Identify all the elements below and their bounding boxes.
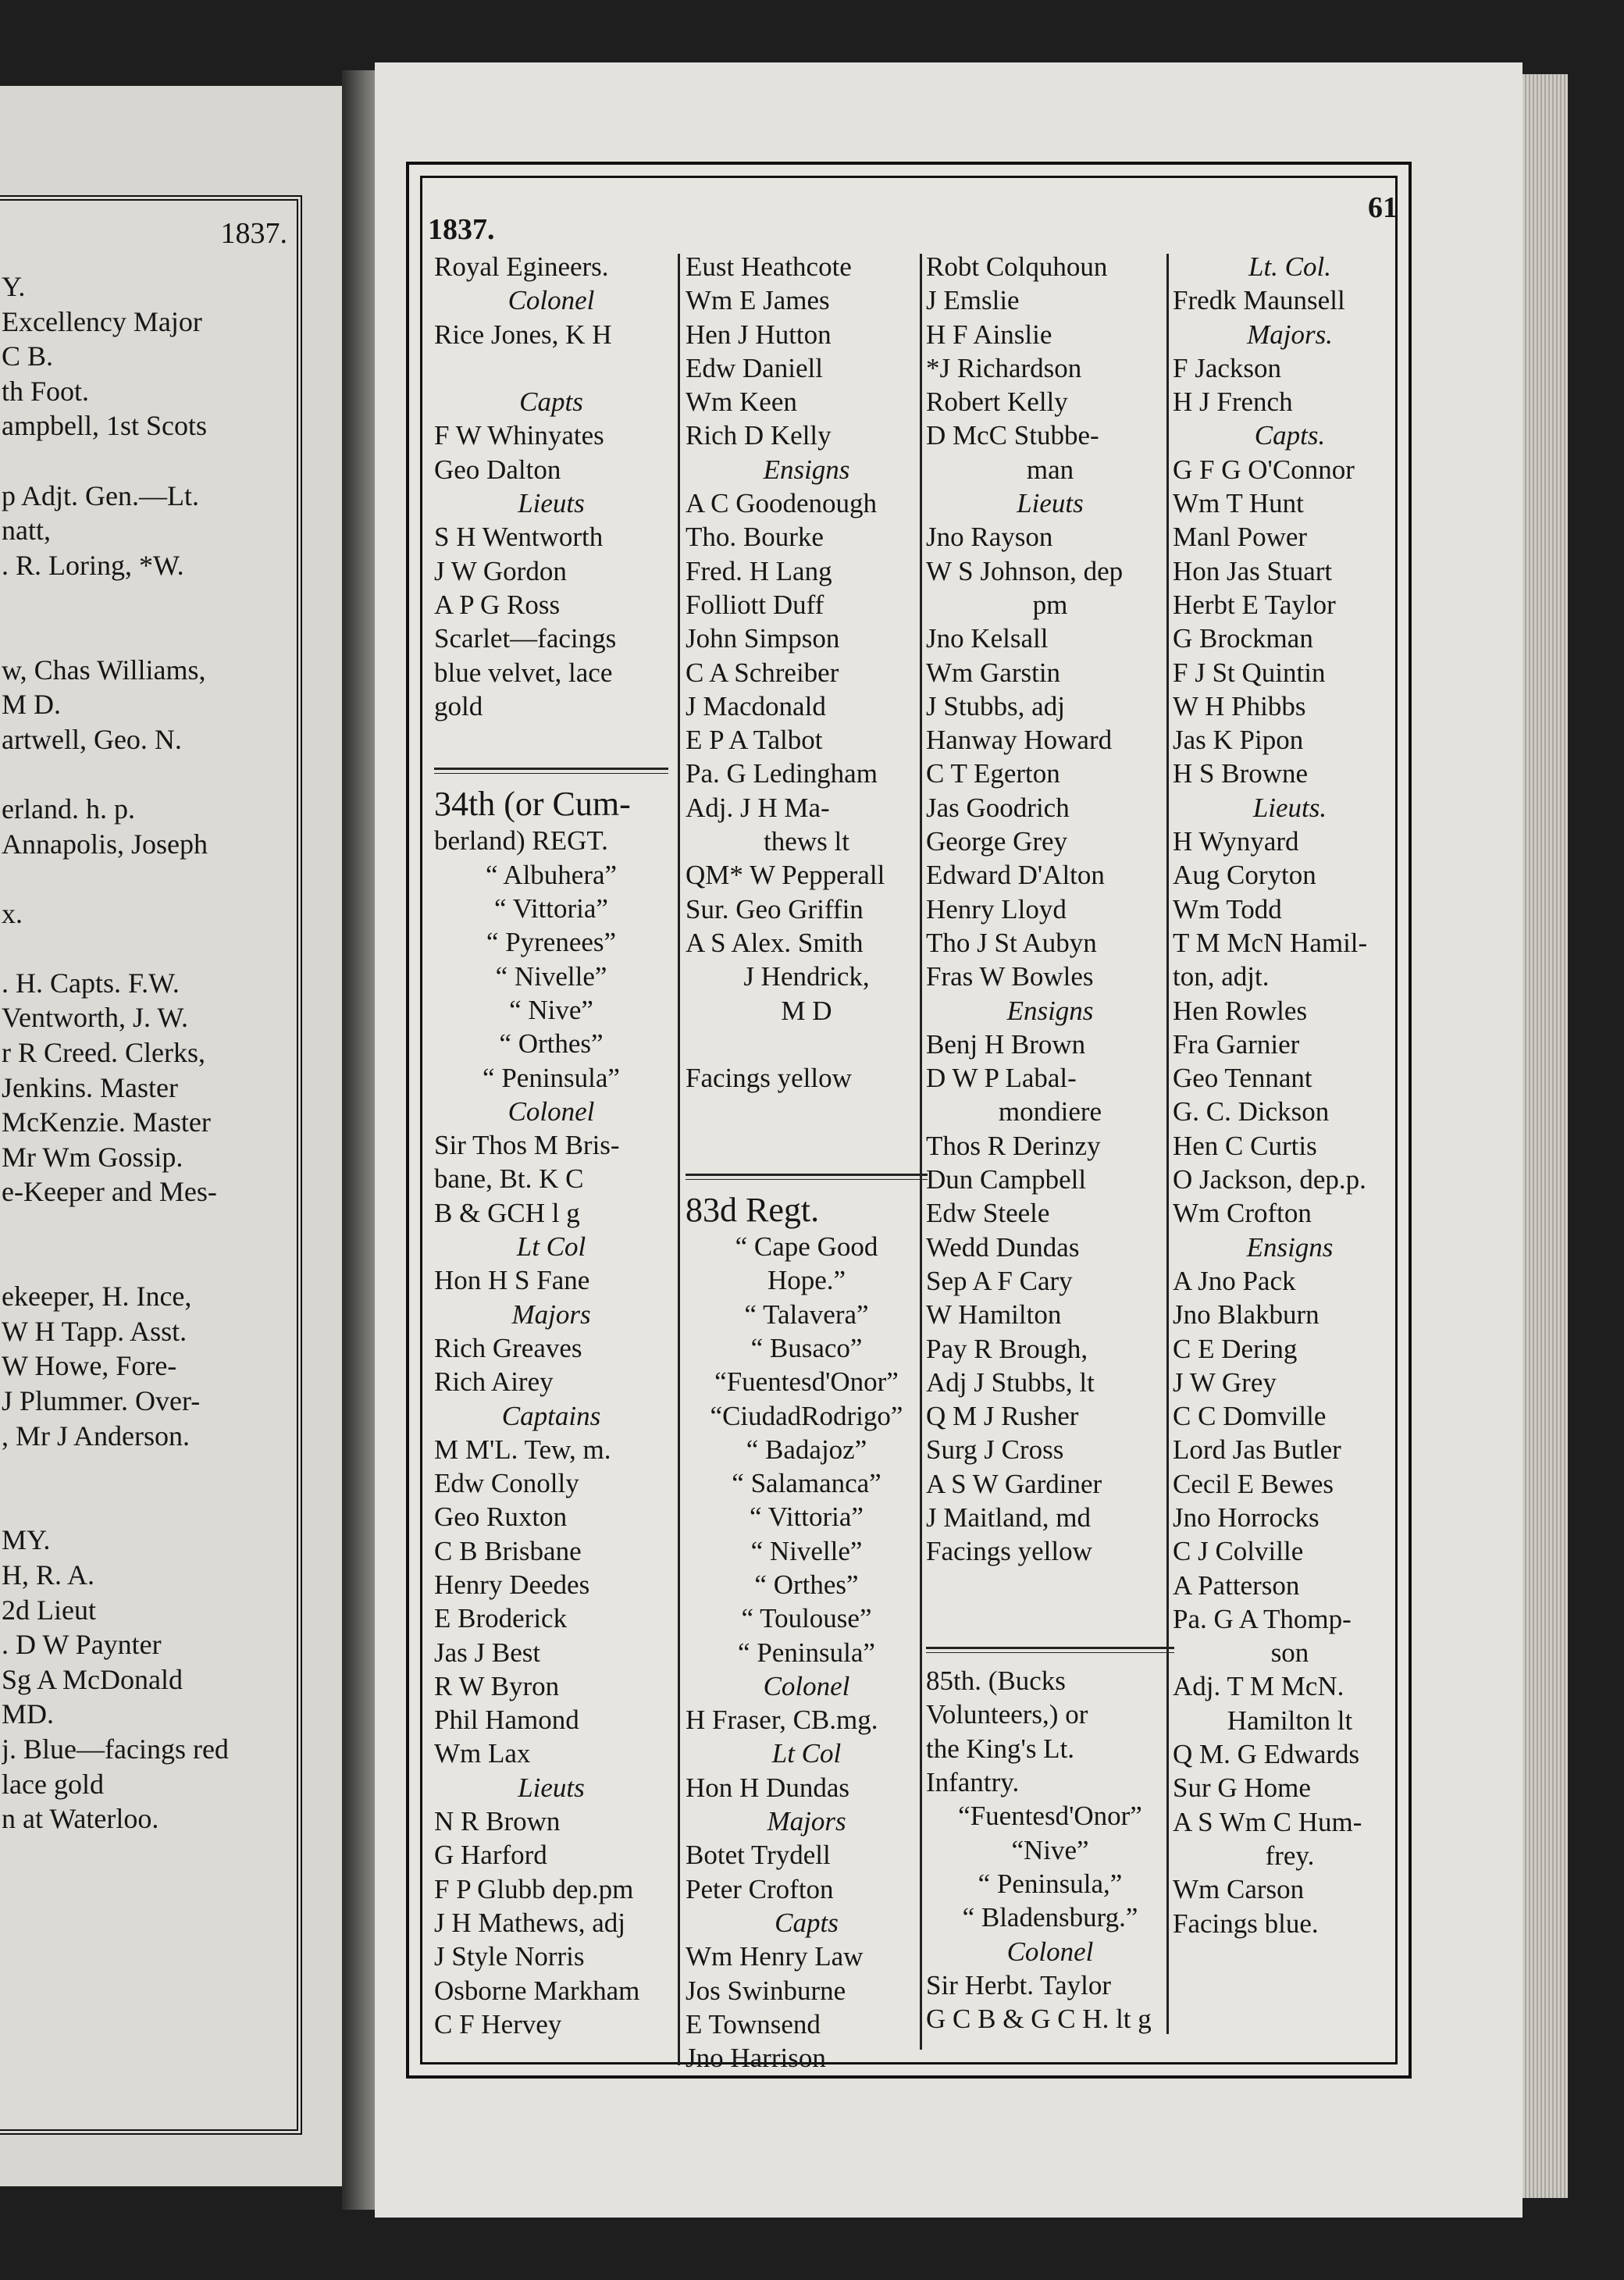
text-line: “Fuentesd'Onor” (714, 1366, 899, 1398)
text-line: Hon H S Fane (434, 1265, 590, 1296)
right-page-year: 1837. (428, 213, 495, 246)
text-line: Wedd Dundas (926, 1231, 1080, 1263)
text-line: Sir Herbt. Taylor (926, 1969, 1112, 2000)
text-line (926, 1569, 1174, 1602)
text-line: “ Cape Good (735, 1231, 878, 1263)
text-line: Benj H Brown (926, 1028, 1086, 1060)
text-line: 83d Regt. (686, 1191, 820, 1230)
text-line: Fras W Bowles (926, 961, 1094, 992)
text-line: thews lt (764, 826, 849, 857)
left-text-line: Excellency Major (2, 305, 202, 337)
text-line: pm (1032, 589, 1068, 620)
left-text-line: . D W Paynter (2, 1629, 162, 1661)
text-line: gold (434, 690, 483, 721)
text-line: son (1270, 1637, 1309, 1669)
text-line: frey. (1265, 1840, 1315, 1871)
text-line: Hen C Curtis (1173, 1130, 1317, 1161)
text-line: Aug Coryton (1173, 860, 1316, 891)
left-text-line: artwell, Geo. N. (2, 723, 182, 755)
text-line: B & GCH l g (434, 1197, 580, 1228)
text-line: Hamilton lt (1227, 1705, 1353, 1736)
text-line: G F G O'Connor (1173, 454, 1355, 485)
text-line: Tho. Bourke (686, 522, 824, 553)
text-line: G Harford (434, 1840, 547, 1871)
text-line: Facings yellow (686, 1063, 852, 1094)
section-rule (686, 1174, 928, 1180)
text-line: Sur. Geo Griffin (686, 893, 864, 924)
text-line: Edward D'Alton (926, 860, 1105, 891)
text-line: Pa. G Ledingham (686, 758, 878, 789)
text-line: Capts (775, 1907, 839, 1938)
text-line: “ Peninsula” (483, 1062, 620, 1093)
column-1 (434, 250, 668, 2041)
left-text-line: Y. (2, 271, 26, 302)
left-text-line (2, 931, 275, 966)
text-line: “ Vittoria” (494, 893, 608, 924)
text-line: Majors (511, 1299, 591, 1330)
column-4 (1173, 250, 1407, 1940)
text-line: Geo Ruxton (434, 1502, 568, 1533)
text-line: J Maitland, md (926, 1502, 1091, 1533)
text-line: Ensigns (1246, 1231, 1334, 1263)
text-line: blue velvet, lace (434, 657, 613, 688)
text-line: Capts. (1254, 420, 1326, 451)
text-line: H Fraser, CB.mg. (686, 1705, 878, 1736)
text-line: S H Wentworth (434, 522, 604, 553)
text-line: Jno Blakburn (1173, 1299, 1320, 1331)
text-line: W H Phibbs (1173, 690, 1306, 721)
text-line: F W Whinyates (434, 420, 604, 451)
left-text-line: MY. (2, 1524, 51, 1556)
text-line: Jno Horrocks (1173, 1502, 1320, 1533)
text-line: Adj. T M McN. (1173, 1671, 1344, 1702)
text-line: H Wynyard (1173, 826, 1299, 857)
text-line: C J Colville (1173, 1536, 1304, 1567)
left-text-line: . H. Capts. F.W. (2, 967, 180, 999)
page-number: 61 (1368, 191, 1398, 224)
text-line: George Grey (926, 826, 1068, 857)
left-text-line: C B. (2, 340, 54, 372)
text-line: 34th (or Cum- (434, 785, 631, 824)
left-text-line: th Foot. (2, 375, 90, 407)
text-line: Infantry. (926, 1767, 1020, 1798)
text-line: Wm Keen (686, 387, 797, 418)
text-line: berland) REGT. (434, 825, 608, 857)
text-line: “ Orthes” (499, 1028, 604, 1060)
text-line: Royal Egineers. (434, 251, 609, 282)
text-line: Edw Conolly (434, 1468, 579, 1499)
text-line: M M'L. Tew, m. (434, 1434, 611, 1465)
text-line: A P G Ross (434, 589, 561, 620)
text-line: A C Goodenough (686, 488, 877, 519)
text-line: Colonel (763, 1670, 850, 1701)
text-line: Thos R Derinzy (926, 1130, 1101, 1161)
text-line: “ Nive” (509, 994, 593, 1025)
text-line: Phil Hamond (434, 1705, 579, 1736)
text-line: Q M. G Edwards (1173, 1739, 1360, 1770)
left-text-line (2, 582, 275, 618)
text-line: Fredk Maunsell (1173, 285, 1345, 316)
text-line: A S W Gardiner (926, 1468, 1102, 1499)
text-line: Hen J Hutton (686, 319, 832, 350)
text-line: Wm T Hunt (1173, 488, 1304, 519)
text-line: Hanway Howard (926, 725, 1113, 756)
text-line: Cecil E Bewes (1173, 1468, 1334, 1499)
text-line: Fred. H Lang (686, 555, 832, 586)
text-line: W Hamilton (926, 1299, 1062, 1331)
text-line: Pa. G A Thomp- (1173, 1603, 1352, 1634)
text-line: “ Talavera” (744, 1299, 869, 1330)
text-line: H F Ainslie (926, 319, 1052, 350)
left-text-line (2, 1209, 275, 1245)
text-line: Rich Airey (434, 1366, 554, 1398)
text-line: Ensigns (1006, 995, 1094, 1026)
text-line: E Broderick (434, 1603, 568, 1634)
text-line: J W Grey (1173, 1366, 1277, 1398)
text-line: Tho J St Aubyn (926, 927, 1097, 958)
left-text-line: erland. h. p. (2, 793, 135, 825)
text-line: Jas J Best (434, 1637, 541, 1668)
left-text-line: M D. (2, 689, 62, 721)
text-line: Peter Crofton (686, 1873, 834, 1904)
text-line: F P Glubb dep.pm (434, 1873, 634, 1904)
text-line: Volunteers,) or (926, 1699, 1088, 1730)
text-line: Pay R Brough, (926, 1333, 1088, 1364)
text-line: A Jno Pack (1173, 1265, 1296, 1296)
text-line: Robert Kelly (926, 387, 1068, 418)
left-text-line: n at Waterloo. (2, 1803, 159, 1835)
left-text-line: Annapolis, Joseph (2, 828, 208, 860)
text-line: H S Browne (1173, 758, 1309, 789)
text-line: Geo Dalton (434, 454, 561, 485)
text-line: Colonel (508, 285, 595, 316)
text-line: Jno Kelsall (926, 623, 1049, 654)
text-line: the King's Lt. (926, 1733, 1075, 1764)
text-line: E Townsend (686, 2008, 821, 2040)
text-line: Lt Col (771, 1738, 842, 1769)
text-line: Lord Jas Butler (1173, 1434, 1341, 1466)
left-text-line (2, 444, 275, 479)
left-text-line: W Howe, Fore- (2, 1350, 177, 1382)
left-text-line: J Plummer. Over- (2, 1385, 201, 1416)
left-page (0, 86, 350, 2186)
text-line: Captains (501, 1400, 601, 1431)
text-line: C F Hervey (434, 2008, 562, 2040)
text-line: Osborne Markham (434, 1975, 640, 2006)
text-line: 85th. (Bucks (926, 1665, 1066, 1697)
text-line: “ Badajoz” (746, 1434, 867, 1465)
text-line: J Stubbs, adj (926, 690, 1065, 721)
text-line: Rice Jones, K H (434, 319, 612, 350)
text-line: Wm Garstin (926, 657, 1061, 688)
text-line: Lieuts (518, 488, 585, 519)
text-line: Q M J Rusher (926, 1401, 1079, 1432)
text-line: QM* W Pepperall (686, 860, 885, 891)
text-line: ton, adjt. (1173, 961, 1270, 992)
text-line: D McC Stubbe- (926, 420, 1099, 451)
left-text-line: j. Blue—facings red (2, 1733, 229, 1765)
text-line: O Jackson, dep.p. (1173, 1164, 1366, 1195)
text-line: Wm Carson (1173, 1874, 1305, 1905)
text-line (686, 1129, 928, 1163)
text-line: Rich Greaves (434, 1332, 582, 1363)
text-line: Adj J Stubbs, lt (926, 1366, 1095, 1398)
text-line (686, 1028, 928, 1061)
text-line: “ Albuhera” (485, 859, 618, 890)
text-line: T M McN Hamil- (1173, 927, 1368, 958)
text-line: N R Brown (434, 1806, 561, 1837)
left-text-line (2, 1488, 275, 1523)
text-line: “ Pyrenees” (486, 927, 617, 958)
text-line: A Patterson (1173, 1569, 1300, 1601)
column-3 (926, 250, 1174, 2036)
left-text-line: . R. Loring, *W. (2, 549, 184, 581)
text-line: Henry Lloyd (926, 893, 1067, 924)
text-line: R W Byron (434, 1670, 560, 1701)
text-line: J Emslie (926, 285, 1020, 316)
left-text-line: w, Chas Williams, (2, 654, 206, 686)
text-line: bane, Bt. K C (434, 1163, 584, 1195)
text-line: Hope.” (767, 1265, 846, 1296)
text-line: Lieuts (1017, 488, 1084, 519)
text-line: John Simpson (686, 623, 840, 654)
left-text-line: Mr Wm Gossip. (2, 1141, 183, 1173)
text-line: Rich D Kelly (686, 420, 832, 451)
text-line: Wm Todd (1173, 893, 1282, 924)
text-line: Lieuts. (1252, 792, 1327, 823)
text-line: Geo Tennant (1173, 1063, 1312, 1094)
left-text-line: Sg A McDonald (2, 1663, 183, 1695)
text-line: mondiere (998, 1096, 1102, 1128)
text-line: J Hendrick, (743, 961, 870, 992)
text-line: Colonel (1006, 1936, 1094, 1967)
text-line: F Jackson (1173, 352, 1282, 383)
text-line: “ Toulouse” (741, 1603, 872, 1634)
left-text-line: W H Tapp. Asst. (2, 1315, 187, 1347)
text-line: F J St Quintin (1173, 657, 1326, 688)
column-divider (678, 254, 680, 2065)
text-line: D W P Labal- (926, 1063, 1077, 1094)
text-line: Sir Thos M Bris- (434, 1130, 620, 1161)
section-rule (926, 1647, 1174, 1653)
text-line: A S Alex. Smith (686, 927, 864, 958)
text-line: “ Peninsula,” (978, 1868, 1123, 1899)
text-line: Dun Campbell (926, 1164, 1087, 1195)
text-line: Wm E James (686, 285, 830, 316)
left-page-text (2, 269, 275, 1836)
text-line: Wm Henry Law (686, 1941, 864, 1972)
text-line: Colonel (508, 1095, 595, 1127)
text-line: Adj. J H Ma- (686, 792, 830, 823)
text-line: “ Salamanca” (732, 1468, 881, 1499)
text-line: Eust Heathcote (686, 251, 852, 282)
text-line: A S Wm C Hum- (1173, 1806, 1362, 1837)
text-line: Capts (519, 387, 583, 418)
left-text-line: natt, (2, 515, 51, 547)
text-line: J H Mathews, adj (434, 1907, 625, 1938)
text-line (686, 1095, 928, 1128)
text-line: C E Dering (1173, 1333, 1298, 1364)
text-line: *J Richardson (926, 352, 1082, 383)
text-line: Hon Jas Stuart (1173, 555, 1333, 586)
left-text-line: e-Keeper and Mes- (2, 1176, 217, 1208)
text-line: J Macdonald (686, 690, 826, 721)
left-text-line: McKenzie. Master (2, 1106, 211, 1138)
text-line: “ Busaco” (750, 1332, 863, 1363)
text-line: Henry Deedes (434, 1569, 590, 1600)
text-line: J Style Norris (434, 1941, 585, 1972)
text-line: C T Egerton (926, 758, 1060, 789)
text-line: J W Gordon (434, 555, 567, 586)
text-line: G. C. Dickson (1173, 1096, 1330, 1128)
text-line: Ensigns (763, 454, 850, 485)
left-page-year: 1837. (220, 217, 287, 250)
text-line (434, 723, 668, 757)
text-line: M D (781, 995, 832, 1026)
text-line: Jos Swinburne (686, 1975, 846, 2006)
text-line: Lt. Col. (1248, 251, 1331, 282)
text-line: Wm Crofton (1173, 1198, 1312, 1229)
left-text-line: ampbell, 1st Scots (2, 410, 207, 442)
text-line: Folliott Duff (686, 589, 824, 620)
text-line: “ Nivelle” (750, 1535, 863, 1566)
left-text-line: H, R. A. (2, 1559, 95, 1591)
text-line: Facings yellow (926, 1536, 1092, 1567)
text-line: Sur G Home (1173, 1772, 1311, 1804)
text-line: Edw Daniell (686, 352, 823, 383)
left-text-line: r R Creed. Clerks, (2, 1037, 205, 1069)
text-line: Lt Col (516, 1231, 586, 1263)
text-line: Fra Garnier (1173, 1028, 1300, 1060)
text-line: “Nive” (1011, 1834, 1089, 1865)
left-text-line: MD. (2, 1698, 55, 1730)
left-text-line: x. (2, 897, 23, 929)
left-text-line: , Mr J Anderson. (2, 1420, 190, 1452)
left-page-frame (0, 195, 302, 2135)
text-line: “ Vittoria” (750, 1502, 864, 1533)
text-line: Robt Colquhoun (926, 251, 1108, 282)
text-line: E P A Talbot (686, 725, 823, 756)
text-line: Manl Power (1173, 522, 1308, 553)
text-line: Sep A F Cary (926, 1265, 1073, 1296)
text-line: Herbt E Taylor (1173, 589, 1336, 620)
left-text-line: Ventworth, J. W. (2, 1002, 189, 1034)
text-line: Jas Goodrich (926, 792, 1070, 823)
text-line: C B Brisbane (434, 1535, 582, 1566)
left-text-line (2, 757, 275, 792)
text-line: Wm Lax (434, 1738, 531, 1769)
text-line: Majors. (1247, 319, 1333, 350)
text-line: H J French (1173, 387, 1293, 418)
text-line (434, 351, 668, 385)
text-line: W S Johnson, dep (926, 555, 1124, 586)
left-text-line (2, 618, 275, 653)
text-line: man (1026, 454, 1074, 485)
column-2 (686, 250, 928, 2075)
text-line: Hen Rowles (1173, 995, 1308, 1026)
left-text-line: p Adjt. Gen.—Lt. (2, 479, 199, 511)
text-line: “CiudadRodrigo” (710, 1400, 903, 1431)
left-text-line: ekeeper, H. Ince, (2, 1281, 192, 1313)
text-line: “ Nivelle” (495, 960, 607, 992)
text-line: Hon H Dundas (686, 1772, 849, 1803)
text-line: “Fuentesd'Onor” (958, 1801, 1142, 1832)
left-text-line: Jenkins. Master (2, 1071, 178, 1103)
text-line: G C B & G C H. lt g (926, 2004, 1152, 2035)
text-line: Botet Trydell (686, 1840, 831, 1871)
text-line: “ Orthes” (754, 1569, 859, 1600)
text-line: “ Bladensburg.” (962, 1902, 1138, 1933)
text-line: Jno Harrison (686, 2043, 826, 2074)
left-text-line: 2d Lieut (2, 1594, 96, 1626)
left-text-line: lace gold (2, 1768, 104, 1800)
text-line: Facings blue. (1173, 1908, 1319, 1939)
text-line: Edw Steele (926, 1198, 1050, 1229)
text-line: Jno Rayson (926, 522, 1053, 553)
text-line: C C Domville (1173, 1401, 1327, 1432)
left-text-line (2, 861, 275, 896)
text-line: Majors (767, 1806, 846, 1837)
text-line (926, 1602, 1174, 1636)
text-line: “ Peninsula” (738, 1637, 875, 1668)
text-line: Scarlet—facings (434, 623, 617, 654)
text-line: Surg J Cross (926, 1434, 1064, 1466)
left-text-line (2, 1453, 275, 1488)
section-rule (434, 768, 668, 774)
text-line: Lieuts (518, 1772, 585, 1803)
text-line: G Brockman (1173, 623, 1313, 654)
text-line: Jas K Pipon (1173, 725, 1304, 756)
left-text-line (2, 1245, 275, 1280)
page-edge (1522, 74, 1568, 2198)
text-line: C A Schreiber (686, 657, 839, 688)
